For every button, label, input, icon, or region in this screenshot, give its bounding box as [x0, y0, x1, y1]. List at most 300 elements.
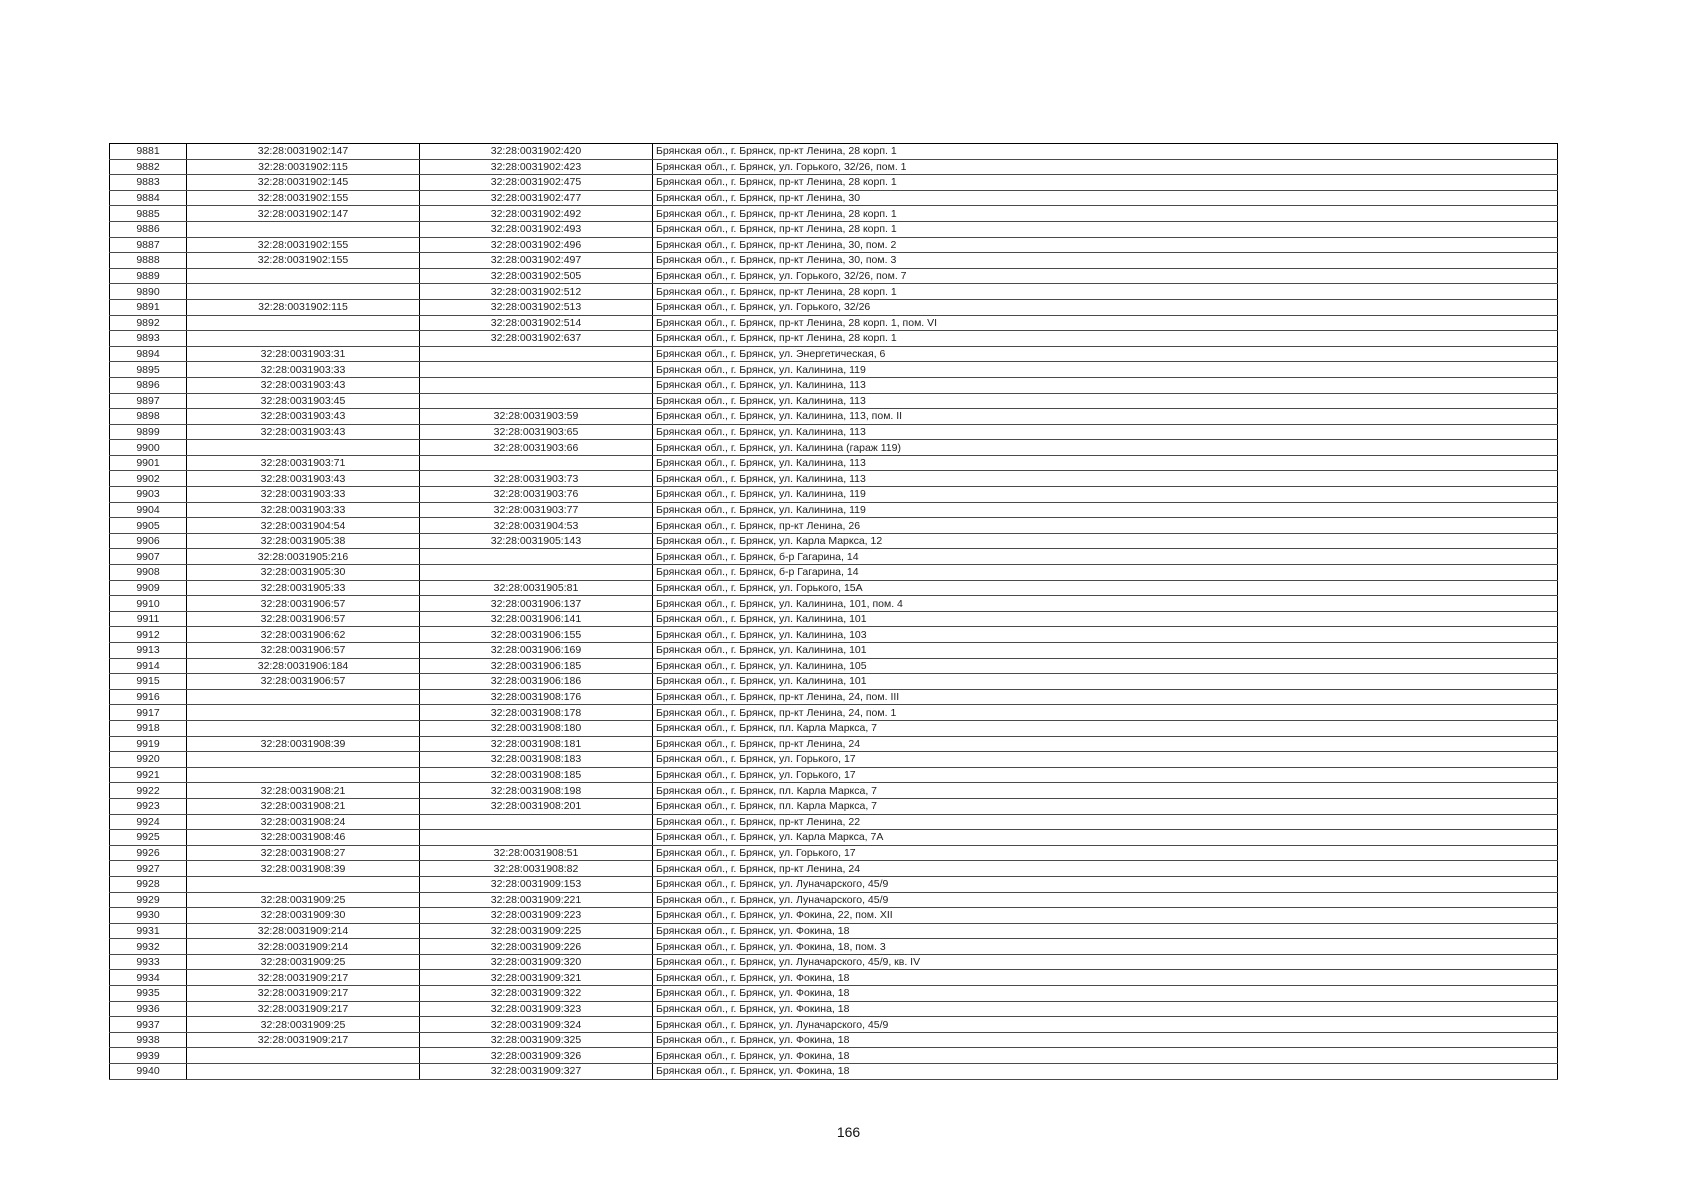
- cadastral-number-cell: [187, 876, 420, 892]
- table-row: [110, 767, 1558, 783]
- object-number-cell: 32:28:0031908:51: [420, 845, 653, 861]
- row-number-cell: 9890: [110, 284, 187, 300]
- object-number-cell: 32:28:0031904:53: [420, 518, 653, 534]
- cadastral-number-cell: 32:28:0031903:71: [187, 455, 420, 471]
- table-row: [110, 299, 1558, 315]
- object-number-cell: 32:28:0031909:225: [420, 923, 653, 939]
- object-number-cell: 32:28:0031902:496: [420, 237, 653, 253]
- table-row: [110, 487, 1558, 503]
- address-cell: Брянская обл., г. Брянск, ул. Калинина, 101: [653, 674, 1558, 690]
- address-cell: Брянская обл., г. Брянск, пр-кт Ленина, 26: [653, 518, 1558, 534]
- cadastral-number-cell: 32:28:0031908:46: [187, 830, 420, 846]
- object-number-cell: 32:28:0031902:497: [420, 253, 653, 269]
- row-number-cell: 9887: [110, 237, 187, 253]
- table-row: [110, 814, 1558, 830]
- table-row: [110, 861, 1558, 877]
- address-cell: Брянская обл., г. Брянск, пр-кт Ленина, 24, пом. 1: [653, 705, 1558, 721]
- row-number-cell: 9893: [110, 331, 187, 347]
- cadastral-number-cell: [187, 1064, 420, 1080]
- object-number-cell: 32:28:0031906:186: [420, 674, 653, 690]
- address-cell: Брянская обл., г. Брянск, ул. Калинина, 101, пом. 4: [653, 596, 1558, 612]
- object-number-cell: 32:28:0031906:141: [420, 611, 653, 627]
- row-number-cell: 9884: [110, 190, 187, 206]
- row-number-cell: 9924: [110, 814, 187, 830]
- address-cell: Брянская обл., г. Брянск, ул. Луначарского, 45/9: [653, 892, 1558, 908]
- object-number-cell: [420, 549, 653, 565]
- object-number-cell: 32:28:0031908:185: [420, 767, 653, 783]
- row-number-cell: 9931: [110, 923, 187, 939]
- cadastral-number-cell: 32:28:0031902:155: [187, 190, 420, 206]
- cadastral-number-cell: 32:28:0031905:216: [187, 549, 420, 565]
- cadastral-number-cell: 32:28:0031906:184: [187, 658, 420, 674]
- object-number-cell: 32:28:0031909:153: [420, 876, 653, 892]
- row-number-cell: 9897: [110, 393, 187, 409]
- table-row: [110, 471, 1558, 487]
- cadastral-number-cell: 32:28:0031902:147: [187, 144, 420, 160]
- row-number-cell: 9882: [110, 159, 187, 175]
- table-row: [110, 798, 1558, 814]
- object-number-cell: 32:28:0031909:221: [420, 892, 653, 908]
- address-cell: Брянская обл., г. Брянск, пр-кт Ленина, 30: [653, 190, 1558, 206]
- object-number-cell: 32:28:0031902:493: [420, 221, 653, 237]
- table-row: [110, 346, 1558, 362]
- row-number-cell: 9883: [110, 175, 187, 191]
- object-number-cell: 32:28:0031908:82: [420, 861, 653, 877]
- cadastral-number-cell: [187, 268, 420, 284]
- row-number-cell: 9892: [110, 315, 187, 331]
- cadastral-number-cell: 32:28:0031908:21: [187, 798, 420, 814]
- cadastral-number-cell: 32:28:0031909:217: [187, 986, 420, 1002]
- object-number-cell: 32:28:0031908:201: [420, 798, 653, 814]
- row-number-cell: 9889: [110, 268, 187, 284]
- object-number-cell: 32:28:0031903:77: [420, 502, 653, 518]
- address-cell: Брянская обл., г. Брянск, пр-кт Ленина, 24: [653, 736, 1558, 752]
- object-number-cell: 32:28:0031908:198: [420, 783, 653, 799]
- cadastral-number-cell: 32:28:0031903:45: [187, 393, 420, 409]
- table-row: [110, 144, 1558, 160]
- object-number-cell: 32:28:0031909:226: [420, 939, 653, 955]
- object-number-cell: 32:28:0031903:66: [420, 440, 653, 456]
- address-cell: Брянская обл., г. Брянск, ул. Луначарского, 45/9: [653, 876, 1558, 892]
- object-number-cell: 32:28:0031906:155: [420, 627, 653, 643]
- cadastral-number-cell: 32:28:0031903:43: [187, 471, 420, 487]
- address-cell: Брянская обл., г. Брянск, ул. Карла Маркса, 12: [653, 533, 1558, 549]
- object-number-cell: [420, 830, 653, 846]
- cadastral-number-cell: 32:28:0031903:43: [187, 377, 420, 393]
- address-cell: Брянская обл., г. Брянск, пр-кт Ленина, 28 корп. 1, пом. VI: [653, 315, 1558, 331]
- table-row: [110, 393, 1558, 409]
- cadastral-number-cell: 32:28:0031908:27: [187, 845, 420, 861]
- address-cell: Брянская обл., г. Брянск, ул. Калинина, 101: [653, 611, 1558, 627]
- address-cell: Брянская обл., г. Брянск, ул. Горького, 17: [653, 845, 1558, 861]
- address-cell: Брянская обл., г. Брянск, ул. Фокина, 18: [653, 1032, 1558, 1048]
- table-row: [110, 1064, 1558, 1080]
- object-number-cell: 32:28:0031909:223: [420, 908, 653, 924]
- row-number-cell: 9933: [110, 954, 187, 970]
- object-number-cell: 32:28:0031903:59: [420, 409, 653, 425]
- row-number-cell: 9920: [110, 752, 187, 768]
- cadastral-number-cell: 32:28:0031909:30: [187, 908, 420, 924]
- table-row: [110, 752, 1558, 768]
- address-cell: Брянская обл., г. Брянск, б-р Гагарина, 14: [653, 565, 1558, 581]
- address-cell: Брянская обл., г. Брянск, ул. Энергетическая, 6: [653, 346, 1558, 362]
- object-number-cell: 32:28:0031909:327: [420, 1064, 653, 1080]
- cadastral-number-cell: [187, 705, 420, 721]
- address-cell: Брянская обл., г. Брянск, пр-кт Ленина, 28 корп. 1: [653, 144, 1558, 160]
- address-cell: Брянская обл., г. Брянск, ул. Калинина, 101: [653, 643, 1558, 659]
- address-cell: Брянская обл., г. Брянск, ул. Горького, 32/26, пом. 7: [653, 268, 1558, 284]
- address-cell: Брянская обл., г. Брянск, пр-кт Ленина, 30, пом. 3: [653, 253, 1558, 269]
- object-number-cell: 32:28:0031902:513: [420, 299, 653, 315]
- object-number-cell: 32:28:0031902:420: [420, 144, 653, 160]
- row-number-cell: 9896: [110, 377, 187, 393]
- row-number-cell: 9900: [110, 440, 187, 456]
- row-number-cell: 9935: [110, 986, 187, 1002]
- object-number-cell: 32:28:0031902:492: [420, 206, 653, 222]
- row-number-cell: 9934: [110, 970, 187, 986]
- cadastral-number-cell: 32:28:0031905:38: [187, 533, 420, 549]
- cadastral-number-cell: 32:28:0031908:39: [187, 861, 420, 877]
- cadastral-number-cell: 32:28:0031908:39: [187, 736, 420, 752]
- table-row: [110, 705, 1558, 721]
- object-number-cell: 32:28:0031908:180: [420, 720, 653, 736]
- address-cell: Брянская обл., г. Брянск, ул. Калинина, 119: [653, 487, 1558, 503]
- cadastral-number-cell: 32:28:0031909:214: [187, 939, 420, 955]
- table-row: [110, 1017, 1558, 1033]
- cadastral-number-cell: 32:28:0031902:145: [187, 175, 420, 191]
- row-number-cell: 9911: [110, 611, 187, 627]
- cadastral-number-cell: 32:28:0031902:115: [187, 299, 420, 315]
- row-number-cell: 9932: [110, 939, 187, 955]
- row-number-cell: 9913: [110, 643, 187, 659]
- address-cell: Брянская обл., г. Брянск, пр-кт Ленина, 28 корп. 1: [653, 221, 1558, 237]
- cadastral-number-cell: 32:28:0031902:115: [187, 159, 420, 175]
- object-number-cell: 32:28:0031902:477: [420, 190, 653, 206]
- table-row: [110, 627, 1558, 643]
- cadastral-number-cell: 32:28:0031903:33: [187, 502, 420, 518]
- object-number-cell: 32:28:0031902:423: [420, 159, 653, 175]
- table-row: [110, 720, 1558, 736]
- address-cell: Брянская обл., г. Брянск, ул. Луначарского, 45/9: [653, 1017, 1558, 1033]
- cadastral-number-cell: 32:28:0031909:217: [187, 970, 420, 986]
- cadastral-number-cell: 32:28:0031903:33: [187, 487, 420, 503]
- row-number-cell: 9888: [110, 253, 187, 269]
- row-number-cell: 9910: [110, 596, 187, 612]
- address-cell: Брянская обл., г. Брянск, пл. Карла Маркса, 7: [653, 798, 1558, 814]
- row-number-cell: 9891: [110, 299, 187, 315]
- address-cell: Брянская обл., г. Брянск, ул. Калинина, 103: [653, 627, 1558, 643]
- row-number-cell: 9937: [110, 1017, 187, 1033]
- row-number-cell: 9902: [110, 471, 187, 487]
- cadastral-number-cell: [187, 1048, 420, 1064]
- address-cell: Брянская обл., г. Брянск, пл. Карла Маркса, 7: [653, 783, 1558, 799]
- cadastral-number-cell: 32:28:0031909:214: [187, 923, 420, 939]
- cadastral-number-cell: 32:28:0031909:217: [187, 1001, 420, 1017]
- table-row: [110, 221, 1558, 237]
- cadastral-number-cell: 32:28:0031908:24: [187, 814, 420, 830]
- row-number-cell: 9899: [110, 424, 187, 440]
- row-number-cell: 9905: [110, 518, 187, 534]
- row-number-cell: 9903: [110, 487, 187, 503]
- object-number-cell: 32:28:0031909:323: [420, 1001, 653, 1017]
- table-row: [110, 518, 1558, 534]
- object-number-cell: 32:28:0031906:169: [420, 643, 653, 659]
- object-number-cell: 32:28:0031903:76: [420, 487, 653, 503]
- row-number-cell: 9919: [110, 736, 187, 752]
- object-number-cell: 32:28:0031902:512: [420, 284, 653, 300]
- cadastral-number-cell: [187, 440, 420, 456]
- table-row: [110, 440, 1558, 456]
- cadastral-number-cell: [187, 315, 420, 331]
- row-number-cell: 9938: [110, 1032, 187, 1048]
- row-number-cell: 9936: [110, 1001, 187, 1017]
- object-number-cell: 32:28:0031909:324: [420, 1017, 653, 1033]
- object-number-cell: 32:28:0031909:321: [420, 970, 653, 986]
- table-row: [110, 253, 1558, 269]
- table-row: [110, 596, 1558, 612]
- cadastral-number-cell: 32:28:0031906:57: [187, 643, 420, 659]
- address-cell: Брянская обл., г. Брянск, пр-кт Ленина, 28 корп. 1: [653, 284, 1558, 300]
- table-row: [110, 409, 1558, 425]
- table-row: [110, 658, 1558, 674]
- row-number-cell: 9930: [110, 908, 187, 924]
- object-number-cell: 32:28:0031909:325: [420, 1032, 653, 1048]
- address-cell: Брянская обл., г. Брянск, пр-кт Ленина, 24: [653, 861, 1558, 877]
- row-number-cell: 9921: [110, 767, 187, 783]
- table-row: [110, 206, 1558, 222]
- object-number-cell: 32:28:0031902:505: [420, 268, 653, 284]
- table-row: [110, 986, 1558, 1002]
- object-number-cell: 32:28:0031902:637: [420, 331, 653, 347]
- object-number-cell: [420, 377, 653, 393]
- address-cell: Брянская обл., г. Брянск, пр-кт Ленина, 28 корп. 1: [653, 331, 1558, 347]
- row-number-cell: 9918: [110, 720, 187, 736]
- address-cell: Брянская обл., г. Брянск, ул. Фокина, 18: [653, 923, 1558, 939]
- cadastral-number-cell: 32:28:0031904:54: [187, 518, 420, 534]
- row-number-cell: 9928: [110, 876, 187, 892]
- cadastral-number-cell: 32:28:0031906:57: [187, 596, 420, 612]
- table-row: [110, 1048, 1558, 1064]
- table-row: [110, 783, 1558, 799]
- object-number-cell: 32:28:0031909:322: [420, 986, 653, 1002]
- row-number-cell: 9923: [110, 798, 187, 814]
- cadastral-number-cell: 32:28:0031903:33: [187, 362, 420, 378]
- address-cell: Брянская обл., г. Брянск, пр-кт Ленина, 22: [653, 814, 1558, 830]
- row-number-cell: 9898: [110, 409, 187, 425]
- address-cell: Брянская обл., г. Брянск, ул. Горького, 17: [653, 752, 1558, 768]
- row-number-cell: 9926: [110, 845, 187, 861]
- row-number-cell: 9912: [110, 627, 187, 643]
- address-cell: Брянская обл., г. Брянск, ул. Калинина, 113: [653, 471, 1558, 487]
- table-row: [110, 580, 1558, 596]
- table-row: [110, 565, 1558, 581]
- row-number-cell: 9881: [110, 144, 187, 160]
- address-cell: Брянская обл., г. Брянск, пр-кт Ленина, 30, пом. 2: [653, 237, 1558, 253]
- cadastral-number-cell: 32:28:0031909:217: [187, 1032, 420, 1048]
- page-number: 166: [836, 1124, 861, 1140]
- row-number-cell: 9904: [110, 502, 187, 518]
- address-cell: Брянская обл., г. Брянск, ул. Фокина, 18, пом. 3: [653, 939, 1558, 955]
- row-number-cell: 9901: [110, 455, 187, 471]
- address-cell: Брянская обл., г. Брянск, ул. Калинина, 113: [653, 455, 1558, 471]
- cadastral-number-cell: 32:28:0031905:30: [187, 565, 420, 581]
- address-cell: Брянская обл., г. Брянск, ул. Калинина, 113: [653, 377, 1558, 393]
- row-number-cell: 9885: [110, 206, 187, 222]
- object-number-cell: [420, 346, 653, 362]
- cadastral-number-cell: 32:28:0031909:25: [187, 1017, 420, 1033]
- object-number-cell: 32:28:0031908:176: [420, 689, 653, 705]
- table-row: [110, 549, 1558, 565]
- address-cell: Брянская обл., г. Брянск, ул. Карла Маркса, 7А: [653, 830, 1558, 846]
- address-cell: Брянская обл., г. Брянск, пр-кт Ленина, 28 корп. 1: [653, 206, 1558, 222]
- table-row: [110, 954, 1558, 970]
- row-number-cell: 9939: [110, 1048, 187, 1064]
- object-number-cell: 32:28:0031902:514: [420, 315, 653, 331]
- cadastral-number-cell: 32:28:0031903:43: [187, 424, 420, 440]
- table-row: [110, 689, 1558, 705]
- table-row: [110, 892, 1558, 908]
- cadastral-number-cell: [187, 720, 420, 736]
- table-row: [110, 1001, 1558, 1017]
- table-row: [110, 830, 1558, 846]
- cadastral-number-cell: [187, 331, 420, 347]
- address-cell: Брянская обл., г. Брянск, ул. Фокина, 18: [653, 1064, 1558, 1080]
- cadastral-number-cell: 32:28:0031906:57: [187, 611, 420, 627]
- table-row: [110, 845, 1558, 861]
- table-row: [110, 611, 1558, 627]
- address-cell: Брянская обл., г. Брянск, ул. Фокина, 22, пом. XII: [653, 908, 1558, 924]
- table-row: [110, 939, 1558, 955]
- address-cell: Брянская обл., г. Брянск, ул. Калинина, 113: [653, 424, 1558, 440]
- table-row: [110, 237, 1558, 253]
- row-number-cell: 9909: [110, 580, 187, 596]
- row-number-cell: 9886: [110, 221, 187, 237]
- table-row: [110, 455, 1558, 471]
- object-number-cell: 32:28:0031905:81: [420, 580, 653, 596]
- address-cell: Брянская обл., г. Брянск, ул. Горького, 32/26: [653, 299, 1558, 315]
- row-number-cell: 9929: [110, 892, 187, 908]
- address-cell: Брянская обл., г. Брянск, ул. Фокина, 18: [653, 970, 1558, 986]
- cadastral-number-cell: 32:28:0031903:43: [187, 409, 420, 425]
- cadastral-number-cell: [187, 284, 420, 300]
- cadastral-number-cell: 32:28:0031906:62: [187, 627, 420, 643]
- row-number-cell: 9922: [110, 783, 187, 799]
- address-cell: Брянская обл., г. Брянск, ул. Калинина, 119: [653, 502, 1558, 518]
- table-row: [110, 970, 1558, 986]
- cadastral-number-cell: 32:28:0031909:25: [187, 954, 420, 970]
- object-number-cell: 32:28:0031906:185: [420, 658, 653, 674]
- cadastral-number-cell: [187, 221, 420, 237]
- table-row: [110, 674, 1558, 690]
- row-number-cell: 9907: [110, 549, 187, 565]
- address-cell: Брянская обл., г. Брянск, ул. Калинина, 113, пом. II: [653, 409, 1558, 425]
- table-row: [110, 284, 1558, 300]
- table-row: [110, 502, 1558, 518]
- address-cell: Брянская обл., г. Брянск, ул. Фокина, 18: [653, 1048, 1558, 1064]
- registry-table-body: [110, 144, 1558, 1080]
- table-row: [110, 533, 1558, 549]
- address-cell: Брянская обл., г. Брянск, ул. Калинина, 105: [653, 658, 1558, 674]
- object-number-cell: [420, 814, 653, 830]
- table-row: [110, 315, 1558, 331]
- address-cell: Брянская обл., г. Брянск, ул. Горького, 32/26, пом. 1: [653, 159, 1558, 175]
- table-row: [110, 424, 1558, 440]
- cadastral-number-cell: 32:28:0031906:57: [187, 674, 420, 690]
- table-row: [110, 175, 1558, 191]
- row-number-cell: 9925: [110, 830, 187, 846]
- table-row: [110, 377, 1558, 393]
- cadastral-number-cell: 32:28:0031902:155: [187, 253, 420, 269]
- table-row: [110, 1032, 1558, 1048]
- object-number-cell: 32:28:0031909:326: [420, 1048, 653, 1064]
- row-number-cell: 9917: [110, 705, 187, 721]
- table-row: [110, 923, 1558, 939]
- table-row: [110, 331, 1558, 347]
- address-cell: Брянская обл., г. Брянск, пр-кт Ленина, 24, пом. III: [653, 689, 1558, 705]
- address-cell: Брянская обл., г. Брянск, ул. Фокина, 18: [653, 1001, 1558, 1017]
- cadastral-number-cell: 32:28:0031905:33: [187, 580, 420, 596]
- cadastral-number-cell: [187, 767, 420, 783]
- object-number-cell: [420, 393, 653, 409]
- object-number-cell: 32:28:0031906:137: [420, 596, 653, 612]
- object-number-cell: 32:28:0031903:65: [420, 424, 653, 440]
- row-number-cell: 9916: [110, 689, 187, 705]
- table-row: [110, 876, 1558, 892]
- address-cell: Брянская обл., г. Брянск, ул. Калинина (гараж 119): [653, 440, 1558, 456]
- row-number-cell: 9927: [110, 861, 187, 877]
- table-row: [110, 190, 1558, 206]
- object-number-cell: 32:28:0031905:143: [420, 533, 653, 549]
- table-row: [110, 908, 1558, 924]
- object-number-cell: 32:28:0031908:178: [420, 705, 653, 721]
- address-cell: Брянская обл., г. Брянск, ул. Калинина, 113: [653, 393, 1558, 409]
- cadastral-number-cell: 32:28:0031903:31: [187, 346, 420, 362]
- table-row: [110, 159, 1558, 175]
- address-cell: Брянская обл., г. Брянск, ул. Луначарского, 45/9, кв. IV: [653, 954, 1558, 970]
- row-number-cell: 9894: [110, 346, 187, 362]
- address-cell: Брянская обл., г. Брянск, ул. Горького, 17: [653, 767, 1558, 783]
- registry-table: [109, 143, 1558, 1080]
- object-number-cell: 32:28:0031903:73: [420, 471, 653, 487]
- table-row: [110, 362, 1558, 378]
- object-number-cell: 32:28:0031908:181: [420, 736, 653, 752]
- object-number-cell: 32:28:0031909:320: [420, 954, 653, 970]
- cadastral-number-cell: [187, 689, 420, 705]
- object-number-cell: 32:28:0031902:475: [420, 175, 653, 191]
- object-number-cell: [420, 565, 653, 581]
- cadastral-number-cell: 32:28:0031909:25: [187, 892, 420, 908]
- cadastral-number-cell: 32:28:0031902:147: [187, 206, 420, 222]
- cadastral-number-cell: 32:28:0031902:155: [187, 237, 420, 253]
- row-number-cell: 9915: [110, 674, 187, 690]
- cadastral-number-cell: [187, 752, 420, 768]
- table-row: [110, 268, 1558, 284]
- address-cell: Брянская обл., г. Брянск, пр-кт Ленина, 28 корп. 1: [653, 175, 1558, 191]
- row-number-cell: 9906: [110, 533, 187, 549]
- object-number-cell: [420, 362, 653, 378]
- address-cell: Брянская обл., г. Брянск, ул. Фокина, 18: [653, 986, 1558, 1002]
- row-number-cell: 9895: [110, 362, 187, 378]
- row-number-cell: 9908: [110, 565, 187, 581]
- address-cell: Брянская обл., г. Брянск, ул. Калинина, 119: [653, 362, 1558, 378]
- object-number-cell: [420, 455, 653, 471]
- table-row: [110, 736, 1558, 752]
- object-number-cell: 32:28:0031908:183: [420, 752, 653, 768]
- row-number-cell: 9914: [110, 658, 187, 674]
- cadastral-number-cell: 32:28:0031908:21: [187, 783, 420, 799]
- address-cell: Брянская обл., г. Брянск, пл. Карла Маркса, 7: [653, 720, 1558, 736]
- row-number-cell: 9940: [110, 1064, 187, 1080]
